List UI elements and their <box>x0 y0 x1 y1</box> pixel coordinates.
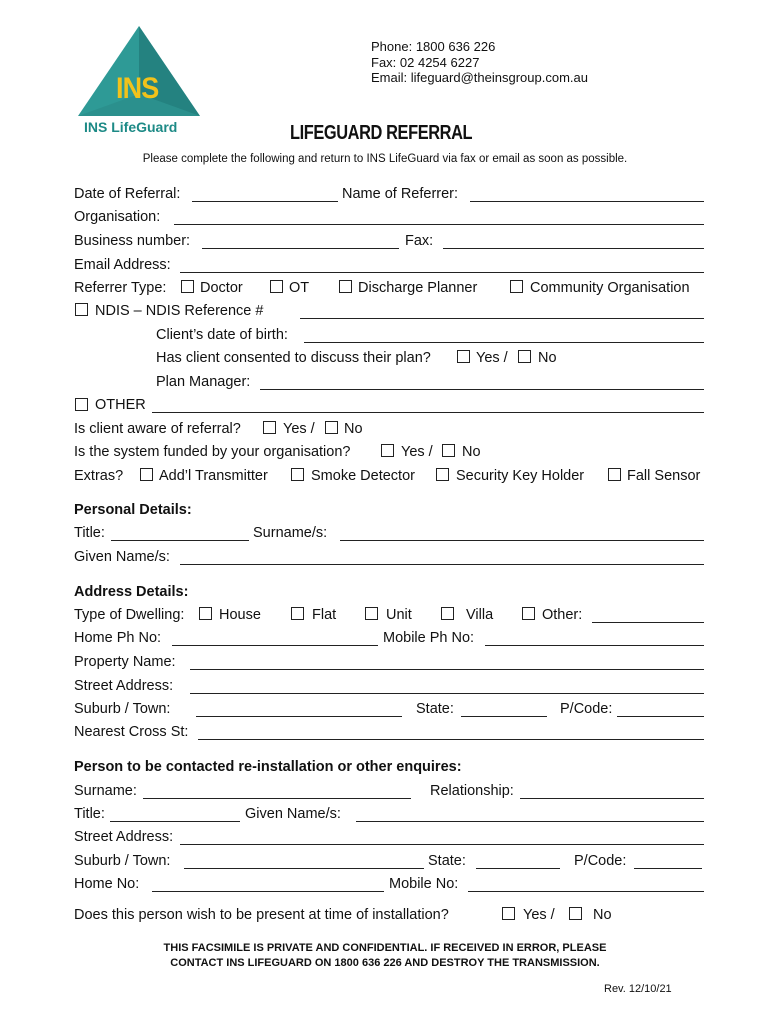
unit-label: Unit <box>386 607 412 623</box>
contact-suburb-label: Suburb / Town: <box>74 853 171 869</box>
consent-yes-checkbox[interactable] <box>457 350 470 363</box>
present-installation-label: Does this person wish to be present at time of installation? <box>74 907 449 923</box>
consent-yes-label: Yes / <box>476 350 508 366</box>
present-no-checkbox[interactable] <box>569 907 582 920</box>
revision-date: Rev. 12/10/21 <box>604 983 672 995</box>
business-number-field[interactable] <box>202 248 399 249</box>
smoke-detector-checkbox[interactable] <box>291 468 304 481</box>
other-label: OTHER <box>95 397 146 413</box>
client-dob-field[interactable] <box>304 342 704 343</box>
intro-text: Please complete the following and return to INS LifeGuard via fax or email as soon as possible. <box>142 153 628 165</box>
aware-no-checkbox[interactable] <box>325 421 338 434</box>
consent-no-label: No <box>538 350 557 366</box>
property-name-label: Property Name: <box>74 654 176 670</box>
name-of-referrer-label: Name of Referrer: <box>342 186 459 202</box>
pcode-label: P/Code: <box>560 701 613 717</box>
contact-email: Email: lifeguard@theinsgroup.com.au <box>371 70 588 85</box>
contact-state-field[interactable] <box>476 868 560 869</box>
mobile-ph-field[interactable] <box>485 645 704 646</box>
funded-label: Is the system funded by your organisation? <box>74 444 351 460</box>
dwelling-type-label: Type of Dwelling: <box>74 607 185 623</box>
contact-given-label: Given Name/s: <box>245 806 341 822</box>
relationship-label: Relationship: <box>430 783 514 799</box>
contact-suburb-field[interactable] <box>184 868 424 869</box>
client-aware-label: Is client aware of referral? <box>74 421 241 437</box>
suburb-field[interactable] <box>196 716 402 717</box>
email-address-label: Email Address: <box>74 257 171 273</box>
contact-home-label: Home No: <box>74 876 140 892</box>
present-yes-label: Yes / <box>523 907 555 923</box>
community-organisation-label: Community Organisation <box>530 280 690 296</box>
confidentiality-line-1: THIS FACSIMILE IS PRIVATE AND CONFIDENTIAL. IF RECEIVED IN ERROR, PLEASE <box>163 942 607 954</box>
contact-home-field[interactable] <box>152 891 384 892</box>
personal-surname-label: Surname/s: <box>253 525 328 541</box>
discharge-planner-checkbox[interactable] <box>339 280 352 293</box>
villa-checkbox[interactable] <box>441 607 454 620</box>
transmitter-checkbox[interactable] <box>140 468 153 481</box>
street-address-label: Street Address: <box>74 678 174 694</box>
nearest-cross-field[interactable] <box>198 739 704 740</box>
security-key-holder-checkbox[interactable] <box>436 468 449 481</box>
personal-title-label: Title: <box>74 525 105 541</box>
flat-label: Flat <box>312 607 337 623</box>
fax-field[interactable] <box>443 248 704 249</box>
contact-state-label: State: <box>428 853 466 869</box>
street-address-field[interactable] <box>190 693 704 694</box>
villa-label: Villa <box>466 607 494 623</box>
state-label: State: <box>416 701 454 717</box>
ot-checkbox[interactable] <box>270 280 283 293</box>
personal-details-heading: Personal Details: <box>74 502 192 518</box>
logo-name: INS LifeGuard <box>84 119 178 135</box>
other-dwelling-label: Other: <box>542 607 583 623</box>
contact-surname-label: Surname: <box>74 783 137 799</box>
other-dwelling-checkbox[interactable] <box>522 607 535 620</box>
consent-label: Has client consented to discuss their plan? <box>156 350 431 366</box>
personal-title-field[interactable] <box>111 540 249 541</box>
relationship-field[interactable] <box>520 798 704 799</box>
present-yes-checkbox[interactable] <box>502 907 515 920</box>
funded-no-label: No <box>462 444 481 460</box>
other-checkbox[interactable] <box>75 398 88 411</box>
contact-fax: Fax: 02 4254 6227 <box>371 54 480 70</box>
property-name-field[interactable] <box>190 669 704 670</box>
funded-no-checkbox[interactable] <box>442 444 455 457</box>
ndis-checkbox[interactable] <box>75 303 88 316</box>
home-ph-field[interactable] <box>172 645 378 646</box>
aware-yes-checkbox[interactable] <box>263 421 276 434</box>
aware-yes-label: Yes / <box>283 421 315 437</box>
contact-street-label: Street Address: <box>74 829 174 845</box>
personal-given-label: Given Name/s: <box>74 549 170 565</box>
suburb-label: Suburb / Town: <box>74 701 171 717</box>
extras-label: Extras? <box>74 468 124 484</box>
logo-mark: INS <box>116 72 159 105</box>
house-checkbox[interactable] <box>199 607 212 620</box>
transmitter-label: Add’l Transmitter <box>159 468 268 484</box>
other-field[interactable] <box>152 412 704 413</box>
contact-pcode-field[interactable] <box>634 868 702 869</box>
contact-title-field[interactable] <box>110 821 240 822</box>
email-address-field[interactable] <box>180 272 704 273</box>
community-organisation-checkbox[interactable] <box>510 280 523 293</box>
ins-logo <box>76 24 206 136</box>
date-of-referral-label: Date of Referral: <box>74 186 181 202</box>
doctor-label: Doctor <box>200 280 243 296</box>
confidentiality-line-2: CONTACT INS LIFEGUARD ON 1800 636 226 AND DESTROY THE TRANSMISSION. <box>170 957 600 969</box>
client-dob-label: Client’s date of birth: <box>156 327 288 343</box>
present-no-label: No <box>593 907 612 923</box>
fax-label: Fax: <box>405 233 434 249</box>
state-field[interactable] <box>461 716 547 717</box>
pcode-field[interactable] <box>617 716 704 717</box>
date-of-referral-field[interactable] <box>192 201 338 202</box>
discharge-planner-label: Discharge Planner <box>358 280 478 296</box>
page-title: LIFEGUARD REFERRAL <box>290 122 473 144</box>
personal-given-field[interactable] <box>180 564 704 565</box>
funded-yes-checkbox[interactable] <box>381 444 394 457</box>
referrer-type-label: Referrer Type: <box>74 280 167 296</box>
plan-manager-label: Plan Manager: <box>156 374 251 390</box>
other-dwelling-field[interactable] <box>592 622 704 623</box>
confidentiality-notice <box>0 941 770 971</box>
organisation-label: Organisation: <box>74 209 161 225</box>
contact-given-field[interactable] <box>356 821 704 822</box>
contact-person-heading: Person to be contacted re-installation or other enquires: <box>74 759 462 775</box>
smoke-detector-label: Smoke Detector <box>311 468 415 484</box>
funded-yes-label: Yes / <box>401 444 433 460</box>
home-ph-label: Home Ph No: <box>74 630 162 646</box>
unit-checkbox[interactable] <box>365 607 378 620</box>
doctor-checkbox[interactable] <box>181 280 194 293</box>
aware-no-label: No <box>344 421 363 437</box>
name-of-referrer-field[interactable] <box>470 201 704 202</box>
contact-mobile-field[interactable] <box>468 891 704 892</box>
flat-checkbox[interactable] <box>291 607 304 620</box>
ot-label: OT <box>289 280 310 296</box>
consent-no-checkbox[interactable] <box>518 350 531 363</box>
security-key-holder-label: Security Key Holder <box>456 468 585 484</box>
contact-street-field[interactable] <box>180 844 704 845</box>
business-number-label: Business number: <box>74 233 191 249</box>
nearest-cross-label: Nearest Cross St: <box>74 724 189 740</box>
address-details-heading: Address Details: <box>74 584 189 600</box>
personal-surname-field[interactable] <box>340 540 704 541</box>
house-label: House <box>219 607 261 623</box>
contact-pcode-label: P/Code: <box>574 853 627 869</box>
ndis-reference-field[interactable] <box>300 318 704 319</box>
fall-sensor-checkbox[interactable] <box>608 468 621 481</box>
contact-phone: Phone: 1800 636 226 <box>371 39 496 54</box>
mobile-ph-label: Mobile Ph No: <box>383 630 475 646</box>
contact-surname-field[interactable] <box>143 798 411 799</box>
contact-block <box>371 39 588 86</box>
organisation-field[interactable] <box>174 224 704 225</box>
plan-manager-field[interactable] <box>260 389 704 390</box>
contact-title-label: Title: <box>74 806 105 822</box>
contact-mobile-label: Mobile No: <box>389 876 459 892</box>
ndis-reference-label: NDIS – NDIS Reference # <box>95 303 264 319</box>
fall-sensor-label: Fall Sensor <box>627 468 701 484</box>
